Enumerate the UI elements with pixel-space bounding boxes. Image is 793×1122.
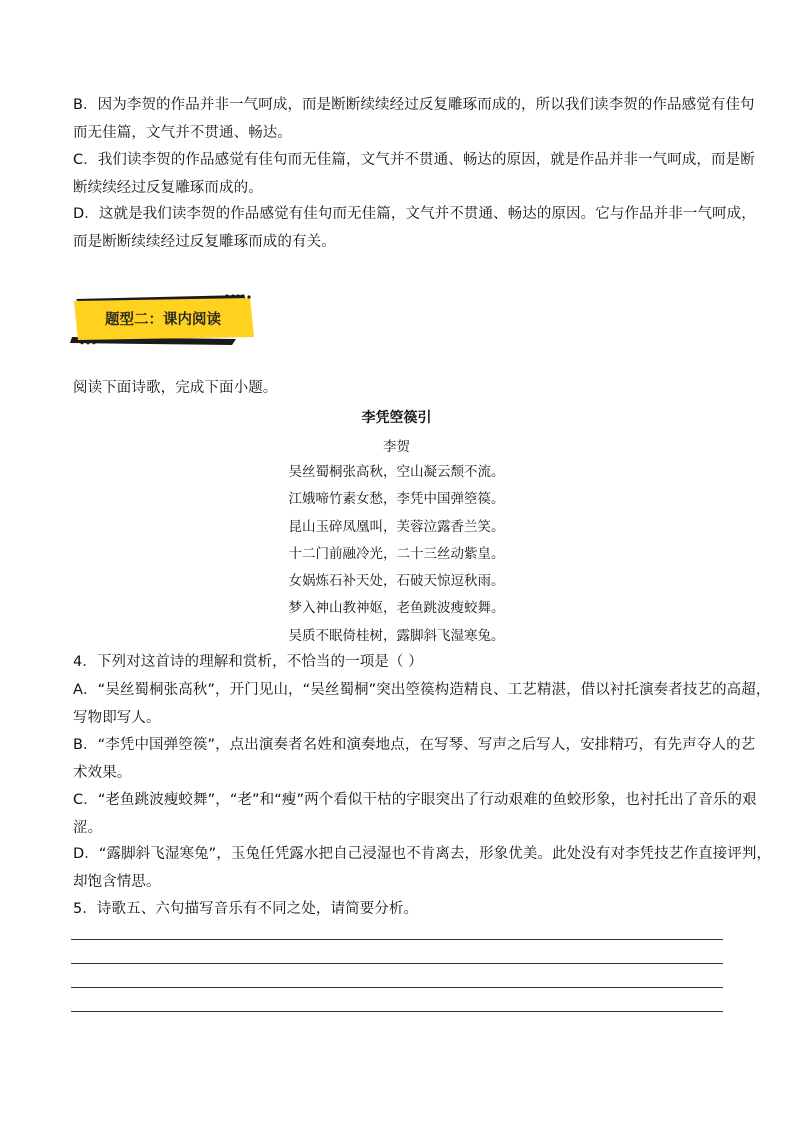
- section-label: 题型二：课内阅读: [105, 312, 221, 328]
- option-c-line-2: 断续续经过反复雕琢而成的。: [73, 180, 263, 196]
- option-b-top: [73, 91, 755, 147]
- q4-stem-text: 4．下列对这首诗的理解和赏析，不恰当的一项是（ ）: [73, 654, 423, 670]
- q4-option-c-line-2: 涩。: [73, 820, 103, 836]
- option-d-line-1: D．这就是我们读李贺的作品感觉有佳句而无佳篇，文气并不贯通、畅达的原因。它与作品并非一气呵成，: [73, 206, 756, 222]
- poem-line: 吴质不眠倚桂树，露脚斜飞湿寒兔。: [288, 627, 505, 644]
- q4-option-d-line-2: 却饱含情思。: [73, 874, 161, 890]
- poem-line: 吴丝蜀桐张高秋，空山凝云颓不流。: [288, 464, 505, 480]
- section-badge: [68, 293, 258, 345]
- q4-option-a-line-1: A．“吴丝蜀桐张高秋”，开门见山，“吴丝蜀桐”突出箜篌构造精良、工艺精湛，借以衬托演奏者技艺的高超，: [73, 682, 771, 698]
- option-d-top: [73, 200, 756, 256]
- q4-option-a: [73, 676, 771, 732]
- option-c-line-1: C．我们读李贺的作品感觉有佳句而无佳篇，文气并不贯通、畅达的原因，就是作品并非一气呵成，而是断: [73, 152, 755, 168]
- question-5-stem: [73, 895, 723, 923]
- q4-option-b-line-2: 术效果。: [73, 765, 132, 781]
- option-b-line-1: B．因为李贺的作品并非一气呵成，而是断断续续经过反复雕琢而成的，所以我们读李贺的作品感觉有佳句: [73, 97, 755, 113]
- q4-option-b: [73, 731, 756, 787]
- poem-author: 李贺: [383, 439, 410, 455]
- q5-stem-text: 5．诗歌五、六句描写音乐有不同之处，请简要分析。: [73, 901, 419, 917]
- poem-line: 女娲炼石补天处，石破天惊逗秋雨。: [288, 573, 505, 590]
- option-b-line-2: 而无佳篇，文气并不贯通、畅达。: [73, 125, 292, 141]
- q4-option-b-line-1: B．“李凭中国弹箜篌”，点出演奏者名姓和演奏地点，在写琴、写声之后写人，安排精巧，有先声夺人的艺: [73, 737, 756, 753]
- q4-option-a-line-2: 写物即写人。: [73, 710, 161, 726]
- poem-line: 十二门前融冷光，二十三丝动紫皇。: [288, 545, 505, 562]
- poem-body: [0, 459, 793, 650]
- instruction-text: 阅读下面诗歌，完成下面小题。: [73, 380, 278, 396]
- poem-line: 江娥啼竹素女愁，李凭中国弹箜篌。: [288, 491, 505, 508]
- poem-line: 梦入神山教神妪，老鱼跳波瘦蛟舞。: [288, 600, 505, 617]
- q4-option-d: [73, 840, 772, 896]
- answer-line: [71, 1011, 723, 1012]
- answer-area[interactable]: [71, 939, 723, 1035]
- poem-title: 李凭箜篌引: [361, 410, 432, 426]
- option-c-top: [73, 146, 755, 202]
- reading-instruction: [73, 374, 723, 402]
- answer-line: [71, 963, 723, 964]
- answer-line: [71, 987, 723, 988]
- q4-option-c-line-1: C．“老鱼跳波瘦蛟舞”，“老”和“瘦”两个看似干枯的字眼突出了行动艰难的鱼蛟形象，也衬托出了音乐的艰: [73, 792, 757, 808]
- q4-option-c: [73, 786, 757, 842]
- answer-line: [71, 939, 723, 940]
- poem-line: 昆山玉碎凤凰叫，芙蓉泣露香兰笑。: [288, 518, 505, 535]
- option-d-line-2: 而是断断续续经过反复雕琢而成的有关。: [73, 234, 336, 250]
- q4-option-d-line-1: D．“露脚斜飞湿寒兔”，玉兔任凭露水把自己浸湿也不肯离去，形象优美。此处没有对李凭技艺作直接评判，: [73, 846, 772, 862]
- question-4-stem: [73, 648, 723, 676]
